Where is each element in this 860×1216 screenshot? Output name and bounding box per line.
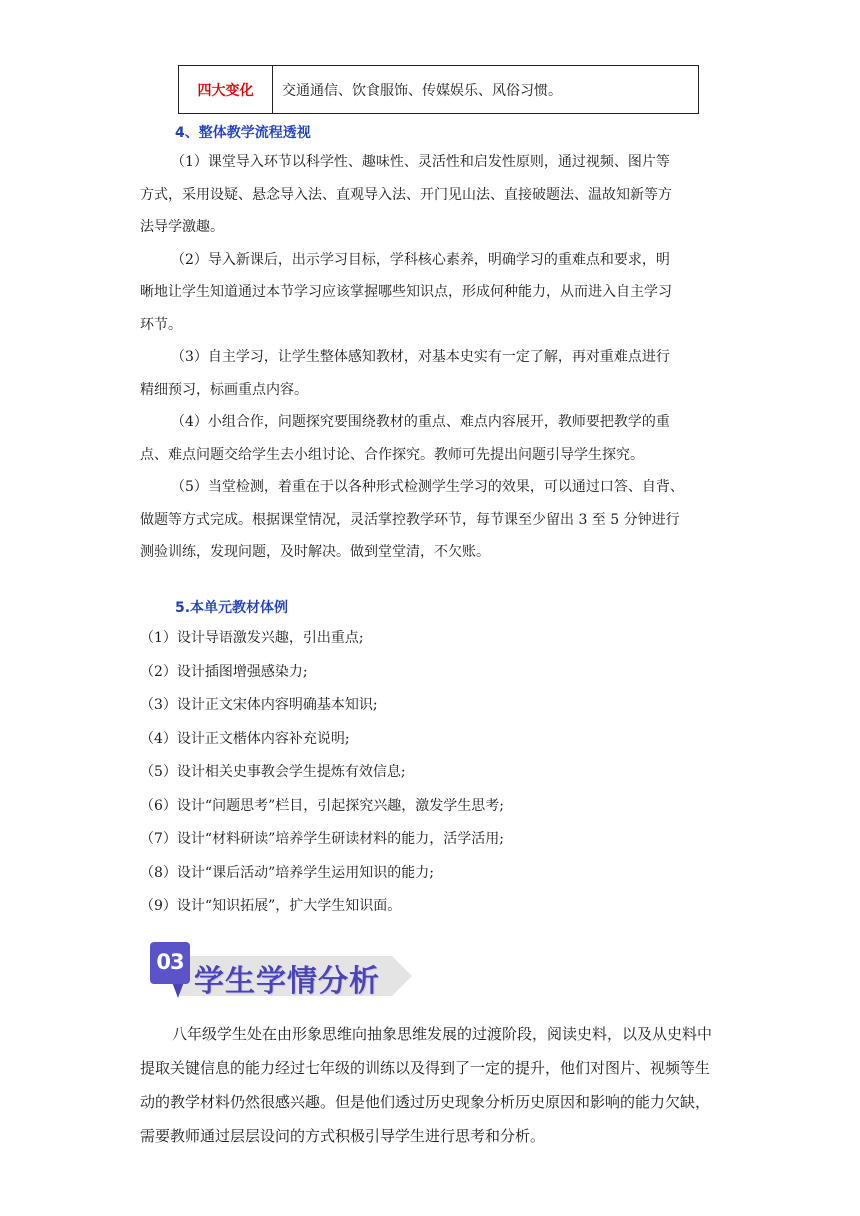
paragraph-line: （3）自主学习，让学生整体感知教材，对基本史实有一定了解，再对重难点进行: [171, 349, 670, 365]
table-label-cell: 四大变化: [179, 66, 273, 113]
section-4-body: [140, 146, 722, 569]
paragraph-line: （2）导入新课后，出示学习目标，学科核心素养，明确学习的重难点和要求，明: [171, 251, 670, 268]
list-item: （4）设计正文楷体内容补充说明;: [140, 730, 350, 747]
paragraph-line: 环节。: [140, 316, 182, 333]
list-item: （5）设计相关史事教会学生提炼有效信息;: [140, 764, 406, 780]
paragraph-line: 提取关键信息的能力经过七年级的训练以及得到了一定的提升，他们对图片、视频等生: [140, 1059, 711, 1077]
paragraph-line: 动的教学材料仍然很感兴趣。但是他们透过历史现象分析历史原因和影响的能力欠缺，: [140, 1093, 711, 1111]
paragraph-line: 方式，采用设疑、悬念导入法、直观导入法、开门见山法、直接破题法、温故知新等方: [140, 186, 672, 203]
table-content-cell: 交通通信、饮食服饰、传媒娱乐、风俗习惯。: [282, 82, 562, 99]
paragraph-line: 八年级学生处在由形象思维向抽象思维发展的过渡阶段，阅读史料，以及从史料中: [172, 1025, 713, 1043]
list-item: （6）设计“问题思考”栏目，引起探究兴趣，激发学生思考;: [140, 797, 504, 814]
section-5-list: [140, 622, 504, 924]
paragraph-line: （1）课堂导入环节以科学性、趣味性、灵活性和启发性原则，通过视频、图片等: [171, 154, 670, 170]
paragraph-line: 测验训练，发现问题，及时解决。做到堂堂清，不欠账。: [140, 544, 490, 560]
section-5-heading: 5.本单元教材体例: [175, 600, 289, 616]
analysis-paragraph: [140, 1017, 730, 1153]
list-item: （7）设计“材料研读”培养学生研读材料的能力，活学活用;: [140, 831, 504, 847]
banner-title: 学生学情分析: [194, 964, 380, 999]
list-item: （1）设计导语激发兴趣，引出重点;: [140, 630, 364, 646]
paragraph-line: （5）当堂检测，着重在于以各种形式检测学生学习的效果，可以通过口答、自背、: [171, 479, 684, 495]
banner-number: 03: [156, 950, 184, 974]
list-item: （2）设计插图增强感染力;: [140, 663, 308, 680]
changes-table: [178, 65, 699, 114]
paragraph-line: （4）小组合作，问题探究要围绕教材的重点、难点内容展开，教师要把教学的重: [171, 414, 670, 430]
paragraph-line: 法导学激趣。: [140, 219, 224, 235]
paragraph-line: 精细预习，标画重点内容。: [140, 381, 308, 398]
section-banner: [150, 938, 412, 1004]
paragraph-line: 点、难点问题交给学生去小组讨论、合作探究。教师可先提出问题引导学生探究。: [140, 446, 644, 463]
list-item: （8）设计“课后活动”培养学生运用知识的能力;: [140, 864, 434, 881]
paragraph-line: 需要教师通过层层设问的方式积极引导学生进行思考和分析。: [140, 1127, 546, 1145]
paragraph-line: 做题等方式完成。根据课堂情况，灵活掌控教学环节，每节课至少留出 3 至 5 分钟进行: [140, 511, 680, 528]
section-4-heading: 4、整体教学流程透视: [175, 125, 311, 141]
paragraph-line: 晰地让学生知道通过本节学习应该掌握哪些知识点，形成何种能力，从而进入自主学习: [140, 284, 672, 300]
list-item: （3）设计正文宋体内容明确基本知识;: [140, 697, 378, 713]
list-item: （9）设计“知识拓展”，扩大学生知识面。: [140, 898, 402, 914]
